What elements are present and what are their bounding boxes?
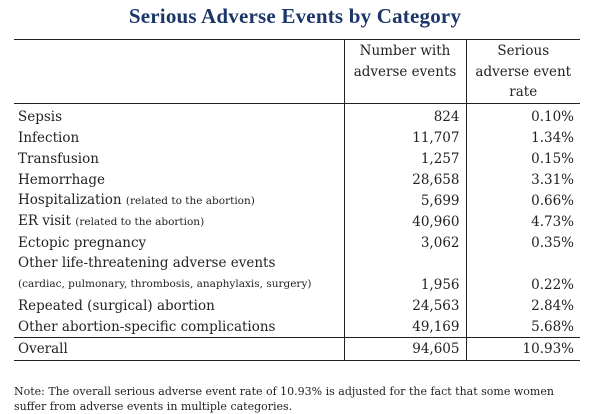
row-label <box>14 295 344 316</box>
row-label <box>14 103 344 127</box>
row-number: 1,956 <box>344 253 466 295</box>
table-row <box>14 211 580 232</box>
row-number: 49,169 <box>344 316 466 338</box>
row-rate: 5.68% <box>466 316 580 338</box>
row-number: 11,707 <box>344 127 466 148</box>
row-rate: 0.66% <box>466 190 580 211</box>
row-rate: 0.22% <box>466 253 580 295</box>
page-title: Serious Adverse Events by Category <box>128 4 462 28</box>
row-label-text: Sepsis <box>18 108 63 125</box>
row-label <box>14 190 344 211</box>
table-row <box>14 295 580 316</box>
row-rate: 4.73% <box>466 211 580 232</box>
row-label <box>14 148 344 169</box>
row-label <box>14 211 344 232</box>
row-rate: 0.10% <box>466 103 580 127</box>
row-label-text: Other abortion-specific complications <box>18 318 276 335</box>
row-label <box>14 232 344 253</box>
row-label-text: Hemorrhage <box>18 171 105 188</box>
table-row <box>14 316 580 338</box>
row-label-text: Infection <box>18 129 80 146</box>
row-sublabel: (cardiac, pulmonary, thrombosis, anaphylaxis, surgery) <box>18 277 312 290</box>
row-label-text: Transfusion <box>18 150 99 167</box>
header-category <box>14 40 344 104</box>
overall-row <box>14 337 580 360</box>
row-label <box>14 169 344 190</box>
row-number: 3,062 <box>344 232 466 253</box>
table-row <box>14 253 580 295</box>
row-number: 824 <box>344 103 466 127</box>
table-row <box>14 190 580 211</box>
table-row <box>14 148 580 169</box>
row-sublabel: (related to the abortion) <box>125 194 255 207</box>
row-label-text: Hospitalization <box>18 191 122 208</box>
row-label-text: Other life-threatening adverse events <box>18 254 276 271</box>
table-row <box>14 127 580 148</box>
table-row <box>14 232 580 253</box>
overall-rate: 10.93% <box>466 337 580 360</box>
row-rate: 2.84% <box>466 295 580 316</box>
row-label <box>14 316 344 338</box>
table-row <box>14 103 580 127</box>
row-label <box>14 127 344 148</box>
overall-number: 94,605 <box>344 337 466 360</box>
row-number: 40,960 <box>344 211 466 232</box>
row-number: 5,699 <box>344 190 466 211</box>
overall-label: Overall <box>14 337 344 360</box>
row-label-text: Repeated (surgical) abortion <box>18 297 215 314</box>
footnote: Note: The overall serious adverse event rate of 10.93% is adjusted for the fact that some women suffer from adverse events in multiple categories. <box>14 385 554 413</box>
header-serious-adverse-event-rate: Serious adverse event rate <box>466 40 580 104</box>
row-number: 28,658 <box>344 169 466 190</box>
header-number-with-adverse-events: Number with adverse events <box>344 40 466 104</box>
adverse-events-table <box>14 39 580 361</box>
row-sublabel: (related to the abortion) <box>75 215 205 228</box>
row-rate: 0.15% <box>466 148 580 169</box>
row-number: 24,563 <box>344 295 466 316</box>
row-label-text: ER visit <box>18 212 71 229</box>
row-number: 1,257 <box>344 148 466 169</box>
row-rate: 3.31% <box>466 169 580 190</box>
row-label <box>14 253 344 295</box>
row-rate: 1.34% <box>466 127 580 148</box>
row-rate: 0.35% <box>466 232 580 253</box>
table-row <box>14 169 580 190</box>
row-label-text: Ectopic pregnancy <box>18 234 147 251</box>
table-header-row <box>14 40 580 104</box>
